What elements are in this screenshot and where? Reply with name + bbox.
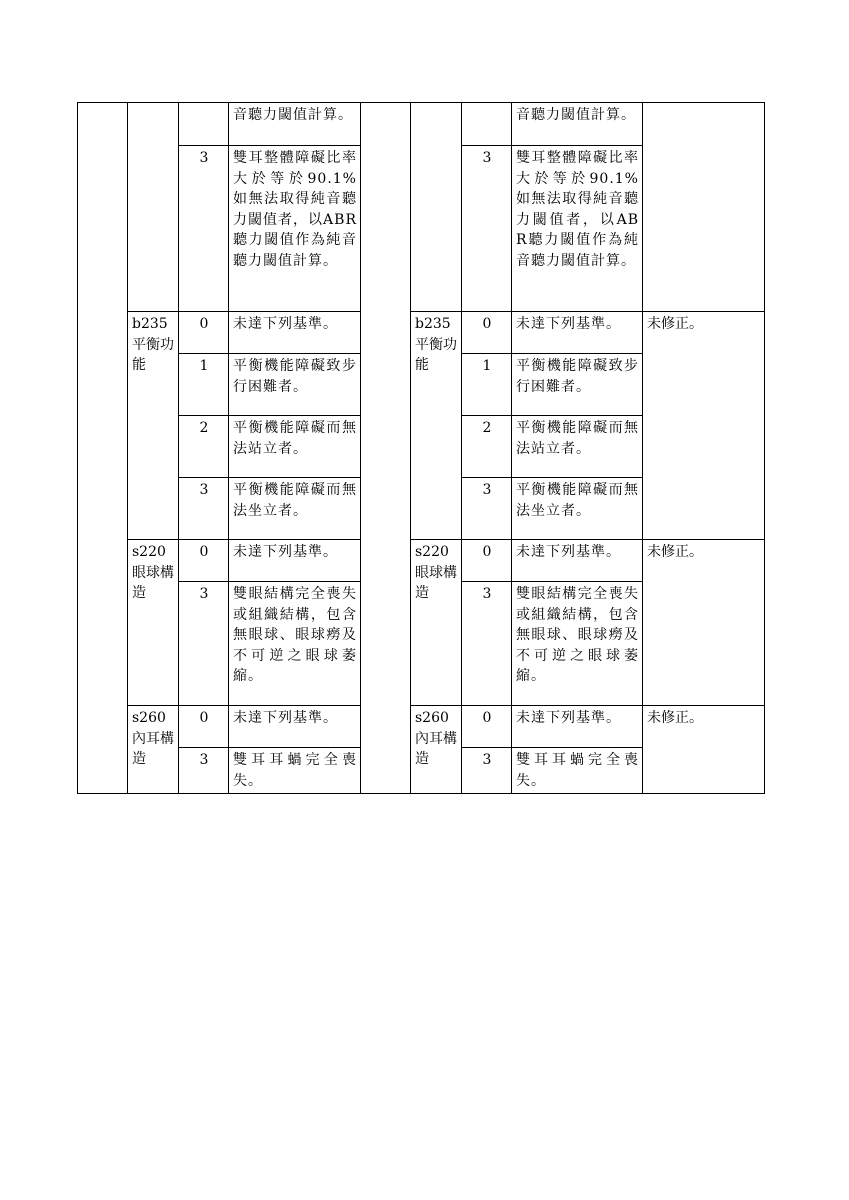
level-cell: 2 [179, 416, 229, 478]
category-cell [128, 540, 179, 706]
description-cell: 平衡機能障礙而無法站立者。 [512, 416, 643, 478]
description-cell: 音聽力閾值計算。 [512, 103, 643, 146]
level-cell: 1 [179, 354, 229, 416]
description-cell: 平衡機能障礙而無法站立者。 [229, 416, 361, 478]
description-cell: 雙眼結構完全喪失或組織結構，包含無眼球、眼球癆及不可逆之眼球萎縮。 [229, 582, 361, 706]
level-cell: 0 [462, 312, 512, 354]
level-cell: 0 [462, 706, 512, 748]
category-cell [411, 706, 462, 794]
table-row [78, 706, 765, 748]
description-cell: 雙耳耳蝸完全喪失。 [512, 748, 643, 794]
table-row [78, 103, 765, 146]
category-name: 內耳構造 [132, 730, 174, 767]
description-cell: 平衡機能障礙致步行困難者。 [229, 354, 361, 416]
category-code: b235 [415, 316, 451, 332]
category-cell [128, 103, 179, 312]
level-cell: 3 [179, 582, 229, 706]
category-code: s220 [132, 544, 166, 560]
description-cell: 平衡機能障礙而無法坐立者。 [229, 478, 361, 540]
level-cell: 0 [179, 706, 229, 748]
description-cell: 平衡機能障礙而無法坐立者。 [512, 478, 643, 540]
note-cell: 未修正。 [643, 312, 765, 540]
description-cell: 音聽力閾值計算。 [229, 103, 361, 146]
description-cell: 未達下列基準。 [512, 312, 643, 354]
note-cell [643, 103, 765, 312]
level-cell: 3 [179, 478, 229, 540]
table-row [78, 540, 765, 582]
category-name: 平衡功能 [415, 336, 457, 373]
middle-gap-column [361, 103, 411, 794]
level-cell: 0 [179, 540, 229, 582]
level-cell: 2 [462, 416, 512, 478]
note-cell: 未修正。 [643, 540, 765, 706]
note-cell: 未修正。 [643, 706, 765, 794]
category-code: s220 [415, 544, 449, 560]
level-cell: 1 [462, 354, 512, 416]
category-cell [128, 312, 179, 540]
category-cell [411, 540, 462, 706]
description-cell: 雙眼結構完全喪失或組織結構，包含無眼球、眼球癆及不可逆之眼球萎縮。 [512, 582, 643, 706]
level-cell: 3 [462, 748, 512, 794]
description-cell: 未達下列基準。 [512, 540, 643, 582]
description-cell: 雙耳整體障礙比率大於等於90.1% 如無法取得純音聽力閾值者，以ABR聽力閾值作為純音聽力閾值計算。 [512, 146, 643, 312]
category-code: b235 [132, 316, 168, 332]
left-margin-column [78, 103, 128, 794]
level-cell [179, 103, 229, 146]
category-cell [411, 312, 462, 540]
level-cell: 3 [462, 582, 512, 706]
level-cell: 3 [462, 146, 512, 312]
category-name: 平衡功能 [132, 336, 174, 373]
description-cell: 未達下列基準。 [229, 706, 361, 748]
category-name: 內耳構造 [415, 730, 457, 767]
category-cell [128, 706, 179, 794]
description-cell: 未達下列基準。 [229, 540, 361, 582]
category-cell [411, 103, 462, 312]
level-cell: 0 [462, 540, 512, 582]
category-code: s260 [415, 710, 449, 726]
description-cell: 雙耳整體障礙比率大於等於90.1% 如無法取得純音聽力閾值者，以ABR聽力閾值作為純音聽力閾值計算。 [229, 146, 361, 312]
level-cell: 0 [179, 312, 229, 354]
description-cell: 未達下列基準。 [512, 706, 643, 748]
description-cell: 未達下列基準。 [229, 312, 361, 354]
description-cell: 平衡機能障礙致步行困難者。 [512, 354, 643, 416]
description-cell: 雙耳耳蝸完全喪失。 [229, 748, 361, 794]
level-cell [462, 103, 512, 146]
level-cell: 3 [462, 478, 512, 540]
level-cell: 3 [179, 146, 229, 312]
category-code: s260 [132, 710, 166, 726]
category-name: 眼球構造 [415, 564, 457, 601]
table-row [78, 312, 765, 354]
criteria-comparison-table [77, 102, 765, 794]
category-name: 眼球構造 [132, 564, 174, 601]
level-cell: 3 [179, 748, 229, 794]
